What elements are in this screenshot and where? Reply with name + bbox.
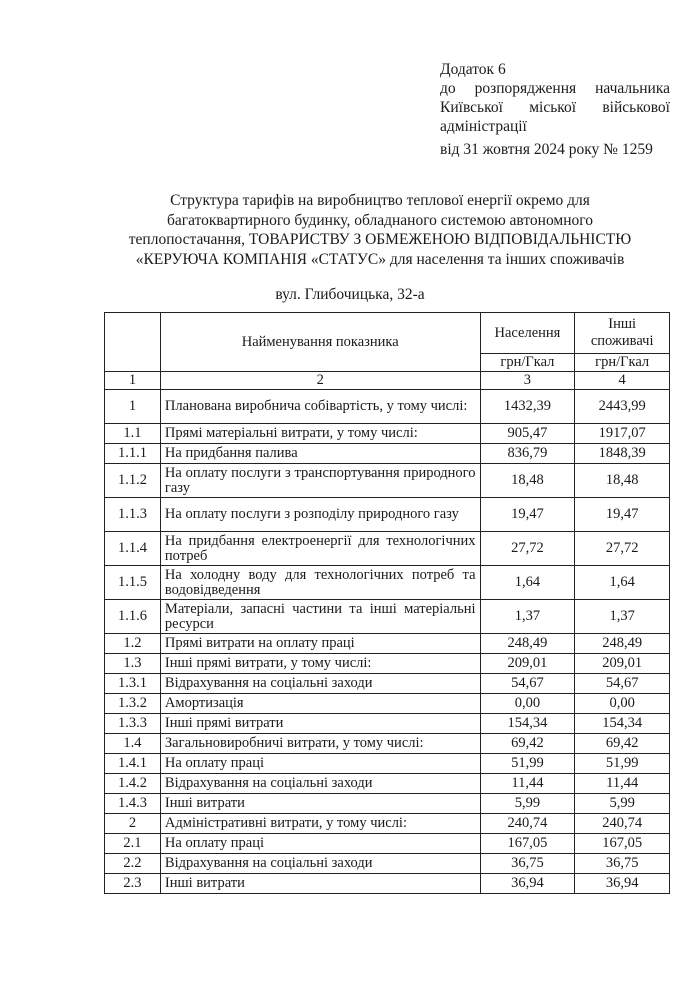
row-value-other: 51,99 <box>575 754 670 774</box>
row-number: 1.4.3 <box>105 794 161 814</box>
row-value-other: 240,74 <box>575 814 670 834</box>
table-row <box>105 532 670 566</box>
header-population: Населення <box>480 313 575 354</box>
row-value-other: 5,99 <box>575 794 670 814</box>
table-row <box>105 774 670 794</box>
row-value-other: 27,72 <box>575 532 670 566</box>
row-value-other: 54,67 <box>575 674 670 694</box>
row-name: Прямі витрати на оплату праці <box>160 634 480 654</box>
document-title <box>90 191 670 269</box>
row-name: На придбання палива <box>160 444 480 464</box>
row-number: 1.4.2 <box>105 774 161 794</box>
row-number: 1.1.2 <box>105 464 161 498</box>
table-row <box>105 814 670 834</box>
row-value-population: 248,49 <box>480 634 575 654</box>
row-value-population: 240,74 <box>480 814 575 834</box>
table-row <box>105 464 670 498</box>
table-row <box>105 854 670 874</box>
tariff-structure-table <box>104 312 670 894</box>
table-row <box>105 444 670 464</box>
row-name: Інші витрати <box>160 874 480 894</box>
annex-number: Додаток 6 <box>440 61 506 78</box>
row-value-other: 0,00 <box>575 694 670 714</box>
row-number: 2.1 <box>105 834 161 854</box>
row-value-other: 209,01 <box>575 654 670 674</box>
row-value-other: 248,49 <box>575 634 670 654</box>
table-row <box>105 424 670 444</box>
annex-block <box>440 60 670 159</box>
table-row <box>105 674 670 694</box>
row-name: На оплату праці <box>160 834 480 854</box>
row-number: 1.3.1 <box>105 674 161 694</box>
title-line: теплопостачання, ТОВАРИСТВУ З ОБМЕЖЕНОЮ ВІДПОВІДАЛЬНІСТЮ <box>128 231 632 248</box>
row-name: Інші прямі витрати <box>160 714 480 734</box>
table-row <box>105 600 670 634</box>
row-number: 1.1 <box>105 424 161 444</box>
row-value-population: 1,64 <box>480 566 575 600</box>
row-value-population: 54,67 <box>480 674 575 694</box>
unit-population: грн/Гкал <box>480 354 575 372</box>
row-name: Прямі матеріальні витрати, у тому числі: <box>160 424 480 444</box>
header-other-consumers: Інші споживачі <box>575 313 670 354</box>
row-number: 2.3 <box>105 874 161 894</box>
row-name: Відрахування на соціальні заходи <box>160 674 480 694</box>
row-value-other: 19,47 <box>575 498 670 532</box>
table-row <box>105 754 670 774</box>
row-value-population: 51,99 <box>480 754 575 774</box>
header-name-cell: Найменування показника <box>160 313 480 372</box>
title-line: «КЕРУЮЧА КОМПАНІЯ «СТАТУС» для населення та інших споживачів <box>135 250 625 268</box>
row-value-other: 1848,39 <box>575 444 670 464</box>
row-value-other: 11,44 <box>575 774 670 794</box>
table-header-row <box>105 313 670 354</box>
table-row <box>105 654 670 674</box>
row-name: На оплату послуги з розподілу природного газу <box>160 498 480 532</box>
row-name: На оплату послуги з транспортування природного газу <box>160 464 480 498</box>
row-number: 1.1.4 <box>105 532 161 566</box>
row-value-other: 2443,99 <box>575 390 670 424</box>
row-value-other: 36,94 <box>575 874 670 894</box>
row-value-population: 5,99 <box>480 794 575 814</box>
row-value-population: 154,34 <box>480 714 575 734</box>
table-row <box>105 498 670 532</box>
row-number: 1.2 <box>105 634 161 654</box>
row-name: На холодну воду для технологічних потреб та водовідведення <box>160 566 480 600</box>
row-number: 2.2 <box>105 854 161 874</box>
row-number: 1.3.3 <box>105 714 161 734</box>
index-cell: 4 <box>575 372 670 390</box>
row-value-population: 11,44 <box>480 774 575 794</box>
row-value-other: 36,75 <box>575 854 670 874</box>
index-cell: 2 <box>160 372 480 390</box>
table-row <box>105 566 670 600</box>
row-name: На оплату праці <box>160 754 480 774</box>
row-value-other: 69,42 <box>575 734 670 754</box>
index-cell: 1 <box>105 372 161 390</box>
row-number: 1.4.1 <box>105 754 161 774</box>
row-value-other: 1,37 <box>575 600 670 634</box>
table-row <box>105 794 670 814</box>
row-name: На придбання електроенергії для технологічних потреб <box>160 532 480 566</box>
row-value-population: 18,48 <box>480 464 575 498</box>
row-name: Адміністративні витрати, у тому числі: <box>160 814 480 834</box>
row-name: Інші прямі витрати, у тому числі: <box>160 654 480 674</box>
row-name: Амортизація <box>160 694 480 714</box>
row-value-population: 1,37 <box>480 600 575 634</box>
title-line: багатоквартирного будинку, обладнаного системою автономного <box>166 211 593 229</box>
row-value-other: 18,48 <box>575 464 670 498</box>
table-row <box>105 834 670 854</box>
table-row <box>105 390 670 424</box>
title-line: Структура тарифів на виробництво теплової енергії окремо для <box>170 192 590 209</box>
row-number: 2 <box>105 814 161 834</box>
row-value-other: 1,64 <box>575 566 670 600</box>
row-value-population: 19,47 <box>480 498 575 532</box>
index-cell: 3 <box>480 372 575 390</box>
row-number: 1.1.5 <box>105 566 161 600</box>
table-row <box>105 634 670 654</box>
table-index-row <box>105 372 670 390</box>
row-number: 1.1.6 <box>105 600 161 634</box>
row-name: Планована виробнича собівартість, у тому числі: <box>160 390 480 424</box>
row-name: Загальновиробничі витрати, у тому числі: <box>160 734 480 754</box>
row-number: 1.4 <box>105 734 161 754</box>
row-value-other: 154,34 <box>575 714 670 734</box>
row-value-population: 836,79 <box>480 444 575 464</box>
row-value-other: 1917,07 <box>575 424 670 444</box>
row-name: Відрахування на соціальні заходи <box>160 774 480 794</box>
row-value-population: 27,72 <box>480 532 575 566</box>
row-number: 1.3 <box>105 654 161 674</box>
row-number: 1.3.2 <box>105 694 161 714</box>
annex-line-order: до розпорядження начальника <box>440 80 670 97</box>
row-name: Відрахування на соціальні заходи <box>160 854 480 874</box>
row-name: Інші витрати <box>160 794 480 814</box>
row-number: 1 <box>105 390 161 424</box>
address: вул. Глибочицька, 32-а <box>275 286 425 303</box>
annex-line-administration: адміністрації <box>440 118 527 135</box>
row-value-population: 167,05 <box>480 834 575 854</box>
unit-other-consumers: грн/Гкал <box>575 354 670 372</box>
row-number: 1.1.3 <box>105 498 161 532</box>
row-value-population: 0,00 <box>480 694 575 714</box>
row-value-population: 905,47 <box>480 424 575 444</box>
row-name: Матеріали, запасні частини та інші матеріальні ресурси <box>160 600 480 634</box>
row-value-population: 1432,39 <box>480 390 575 424</box>
annex-date: від 31 жовтня 2024 року № 1259 <box>440 141 653 158</box>
annex-line-authority: Київської міської військової <box>440 99 670 116</box>
row-value-population: 36,75 <box>480 854 575 874</box>
header-number-cell <box>105 313 161 372</box>
row-value-population: 36,94 <box>480 874 575 894</box>
row-value-other: 167,05 <box>575 834 670 854</box>
row-number: 1.1.1 <box>105 444 161 464</box>
row-value-population: 69,42 <box>480 734 575 754</box>
table-row <box>105 734 670 754</box>
table-row <box>105 714 670 734</box>
row-value-population: 209,01 <box>480 654 575 674</box>
table-row <box>105 874 670 894</box>
table-row <box>105 694 670 714</box>
